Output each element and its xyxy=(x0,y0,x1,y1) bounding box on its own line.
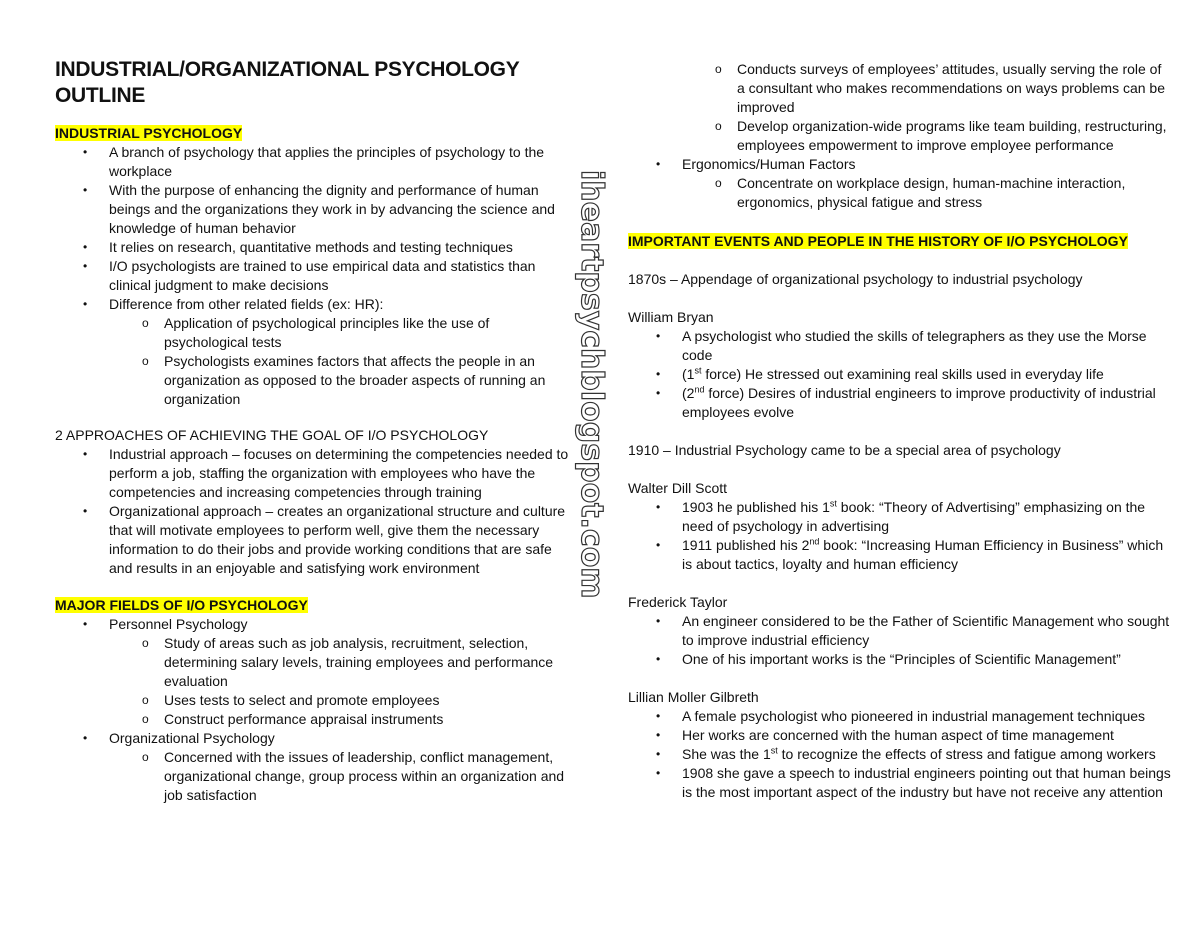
list-item: • Difference from other related fields (ex: HR): o Application of psychological principles like the use of psychological tests o Psychologists examines factors that affects the people in an organization as opposed to the broader aspects of running an organization xyxy=(55,295,575,409)
list-item: • Ergonomics/Human Factors o Concentrate on workplace design, human-machine interaction, ergonomics, physical fatigue and stress xyxy=(628,155,1173,212)
sub-bullet-icon: o xyxy=(715,176,722,190)
sub-list-item: o Develop organization-wide programs like team building, restructuring, employees empowerment to improve employee performance xyxy=(715,118,1167,153)
sub-list-item: o Concerned with the issues of leadership, conflict management, organizational change, group process within an organization and job satisfaction xyxy=(142,749,565,803)
list-item: • An engineer considered to be the Father of Scientific Management who sought to improve industrial efficiency xyxy=(656,613,1170,648)
list-item: • 1911 published his 2nd book: “Increasing Human Efficiency in Business” which is about tactics, loyalty and human efficiency xyxy=(656,536,1164,572)
title-line-2: OUTLINE xyxy=(55,84,146,107)
list-item: • A psychologist who studied the skills of telegraphers as they use the Morse code xyxy=(656,328,1147,363)
list-item: • Personnel Psychology o Study of areas such as job analysis, recruitment, selection, determining salary levels, training employees and performance evaluation o Uses tests to select and promote employees o Construct performance appraisal instruments xyxy=(55,615,575,729)
sub-bullet-icon: o xyxy=(142,750,149,764)
person-name-taylor: Frederick Taylor xyxy=(628,594,728,610)
bullet-icon: • xyxy=(656,709,661,723)
bullet-icon: • xyxy=(656,500,661,514)
approaches-bullets xyxy=(55,445,575,578)
list-item: • A branch of psychology that applies the principles of psychology to the workplace xyxy=(83,144,545,179)
list-item: • Organizational Psychology o Concerned with the issues of leadership, conflict management, organizational change, group process within an organization and job satisfaction xyxy=(55,729,575,805)
sub-list xyxy=(682,174,1173,212)
bullet-icon: • xyxy=(83,617,88,631)
list-item: • I/O psychologists are trained to use empirical data and statistics than clinical judgment to make decisions xyxy=(83,258,536,293)
bullet-icon: • xyxy=(83,447,88,461)
sub-list-item: o Application of psychological principles like the use of psychological tests xyxy=(142,315,490,350)
history-section xyxy=(628,231,1173,802)
watermark xyxy=(573,170,613,730)
document-title xyxy=(55,57,575,109)
sub-bullet-icon: o xyxy=(142,316,149,330)
sub-list-item: o Concentrate on workplace design, human-machine interaction, ergonomics, physical fatigue and stress xyxy=(715,175,1126,210)
bullet-icon: • xyxy=(656,766,661,780)
sub-list xyxy=(109,748,575,805)
title-line-1: INDUSTRIAL/ORGANIZATIONAL PSYCHOLOGY xyxy=(55,58,520,81)
person-name-scott: Walter Dill Scott xyxy=(628,480,728,496)
bullet-icon: • xyxy=(656,652,661,666)
fields-continued xyxy=(628,60,1173,212)
bullet-icon: • xyxy=(656,538,661,552)
sub-bullet-icon: o xyxy=(142,354,149,368)
fields-section xyxy=(55,595,575,805)
list-item: • 1903 he published his 1st book: “Theory of Advertising” emphasizing on the need of psychology in advertising xyxy=(656,498,1146,534)
list-item: • A female psychologist who pioneered in industrial management techniques xyxy=(656,708,1146,724)
list-item: • She was the 1st to recognize the effects of stress and fatigue among workers xyxy=(656,745,1156,762)
taylor-bullets xyxy=(628,612,1173,669)
history-heading: IMPORTANT EVENTS AND PEOPLE IN THE HISTORY OF I/O PSYCHOLOGY xyxy=(628,233,1128,249)
gilbreth-bullets xyxy=(628,707,1173,802)
list-item: • Organizational approach – creates an organizational structure and culture that will motivate employees to perform well, give them the necessary information to do their jobs and provide working conditions that are safe and results in an enjoyable and satisfying work environment xyxy=(83,503,566,576)
bullet-icon: • xyxy=(656,367,661,381)
bullet-icon: • xyxy=(83,145,88,159)
sub-list-item: o Psychologists examines factors that affects the people in an organization as opposed to the broader aspects of running an organization xyxy=(142,353,546,407)
sub-list-item: o Conducts surveys of employees’ attitudes, usually serving the role of a consultant who makes recommendations on ways problems can be improved xyxy=(715,61,1165,115)
sub-bullet-icon: o xyxy=(142,712,149,726)
bullet-icon: • xyxy=(83,731,88,745)
sub-list xyxy=(109,634,575,729)
list-item: • With the purpose of enhancing the dignity and performance of human beings and the organizations they work in by advancing the science and knowledge of human behavior xyxy=(83,182,555,236)
watermark-text: iheartpsychblogspot.com xyxy=(574,170,609,599)
list-item: • (2nd force) Desires of industrial engineers to improve productivity of industrial employees evolve xyxy=(656,384,1156,420)
sub-list-item: o Construct performance appraisal instruments xyxy=(142,711,444,727)
list-item: • 1908 she gave a speech to industrial engineers pointing out that human beings is the most important aspect of the industry but have not receive any attention xyxy=(656,765,1171,800)
list-item-continuation xyxy=(628,60,1173,155)
sub-bullet-icon: o xyxy=(715,119,722,133)
approaches-heading: 2 APPROACHES OF ACHIEVING THE GOAL OF I/O PSYCHOLOGY xyxy=(55,427,489,443)
sub-bullet-icon: o xyxy=(715,62,722,76)
industrial-heading: INDUSTRIAL PSYCHOLOGY xyxy=(55,125,243,141)
fields-heading: MAJOR FIELDS OF I/O PSYCHOLOGY xyxy=(55,597,308,613)
list-item: • It relies on research, quantitative methods and testing techniques xyxy=(83,239,513,255)
bullet-icon: • xyxy=(83,504,88,518)
bullet-icon: • xyxy=(656,329,661,343)
left-column xyxy=(55,57,575,805)
person-name-gilbreth: Lillian Moller Gilbreth xyxy=(628,689,759,705)
bullet-icon: • xyxy=(83,183,88,197)
approaches-section xyxy=(55,426,575,578)
list-item: • One of his important works is the “Principles of Scientific Management” xyxy=(656,651,1121,667)
bryan-bullets xyxy=(628,327,1173,422)
bullet-icon: • xyxy=(656,157,661,171)
bullet-icon: • xyxy=(83,259,88,273)
scott-bullets xyxy=(628,498,1173,574)
sub-list-item: o Study of areas such as job analysis, recruitment, selection, determining salary levels, training employees and performance evaluation xyxy=(142,635,554,689)
sub-bullet-icon: o xyxy=(142,636,149,650)
event-1910: 1910 – Industrial Psychology came to be a special area of psychology xyxy=(628,442,1061,458)
sub-bullet-icon: o xyxy=(142,693,149,707)
sub-list xyxy=(682,60,1173,155)
list-item: • Industrial approach – focuses on determining the competencies needed to perform a job, staffing the organization with employees who have the competencies and increasing competencies through training xyxy=(83,446,569,500)
bullet-icon: • xyxy=(656,386,661,400)
bullet-icon: • xyxy=(656,614,661,628)
list-item: • (1st force) He stressed out examining real skills used in everyday life xyxy=(656,365,1104,382)
bullet-icon: • xyxy=(656,747,661,761)
sub-list xyxy=(109,314,575,409)
event-1870s: 1870s – Appendage of organizational psychology to industrial psychology xyxy=(628,271,1083,287)
fields-bullets xyxy=(55,615,575,805)
bullet-icon: • xyxy=(83,240,88,254)
sub-list-item: o Uses tests to select and promote employees xyxy=(142,692,440,708)
person-name-bryan: William Bryan xyxy=(628,309,714,325)
industrial-section xyxy=(55,123,575,409)
list-item: • Her works are concerned with the human aspect of time management xyxy=(656,727,1114,743)
right-column xyxy=(628,60,1173,802)
industrial-bullets xyxy=(55,143,575,409)
bullet-icon: • xyxy=(83,297,88,311)
bullet-icon: • xyxy=(656,728,661,742)
